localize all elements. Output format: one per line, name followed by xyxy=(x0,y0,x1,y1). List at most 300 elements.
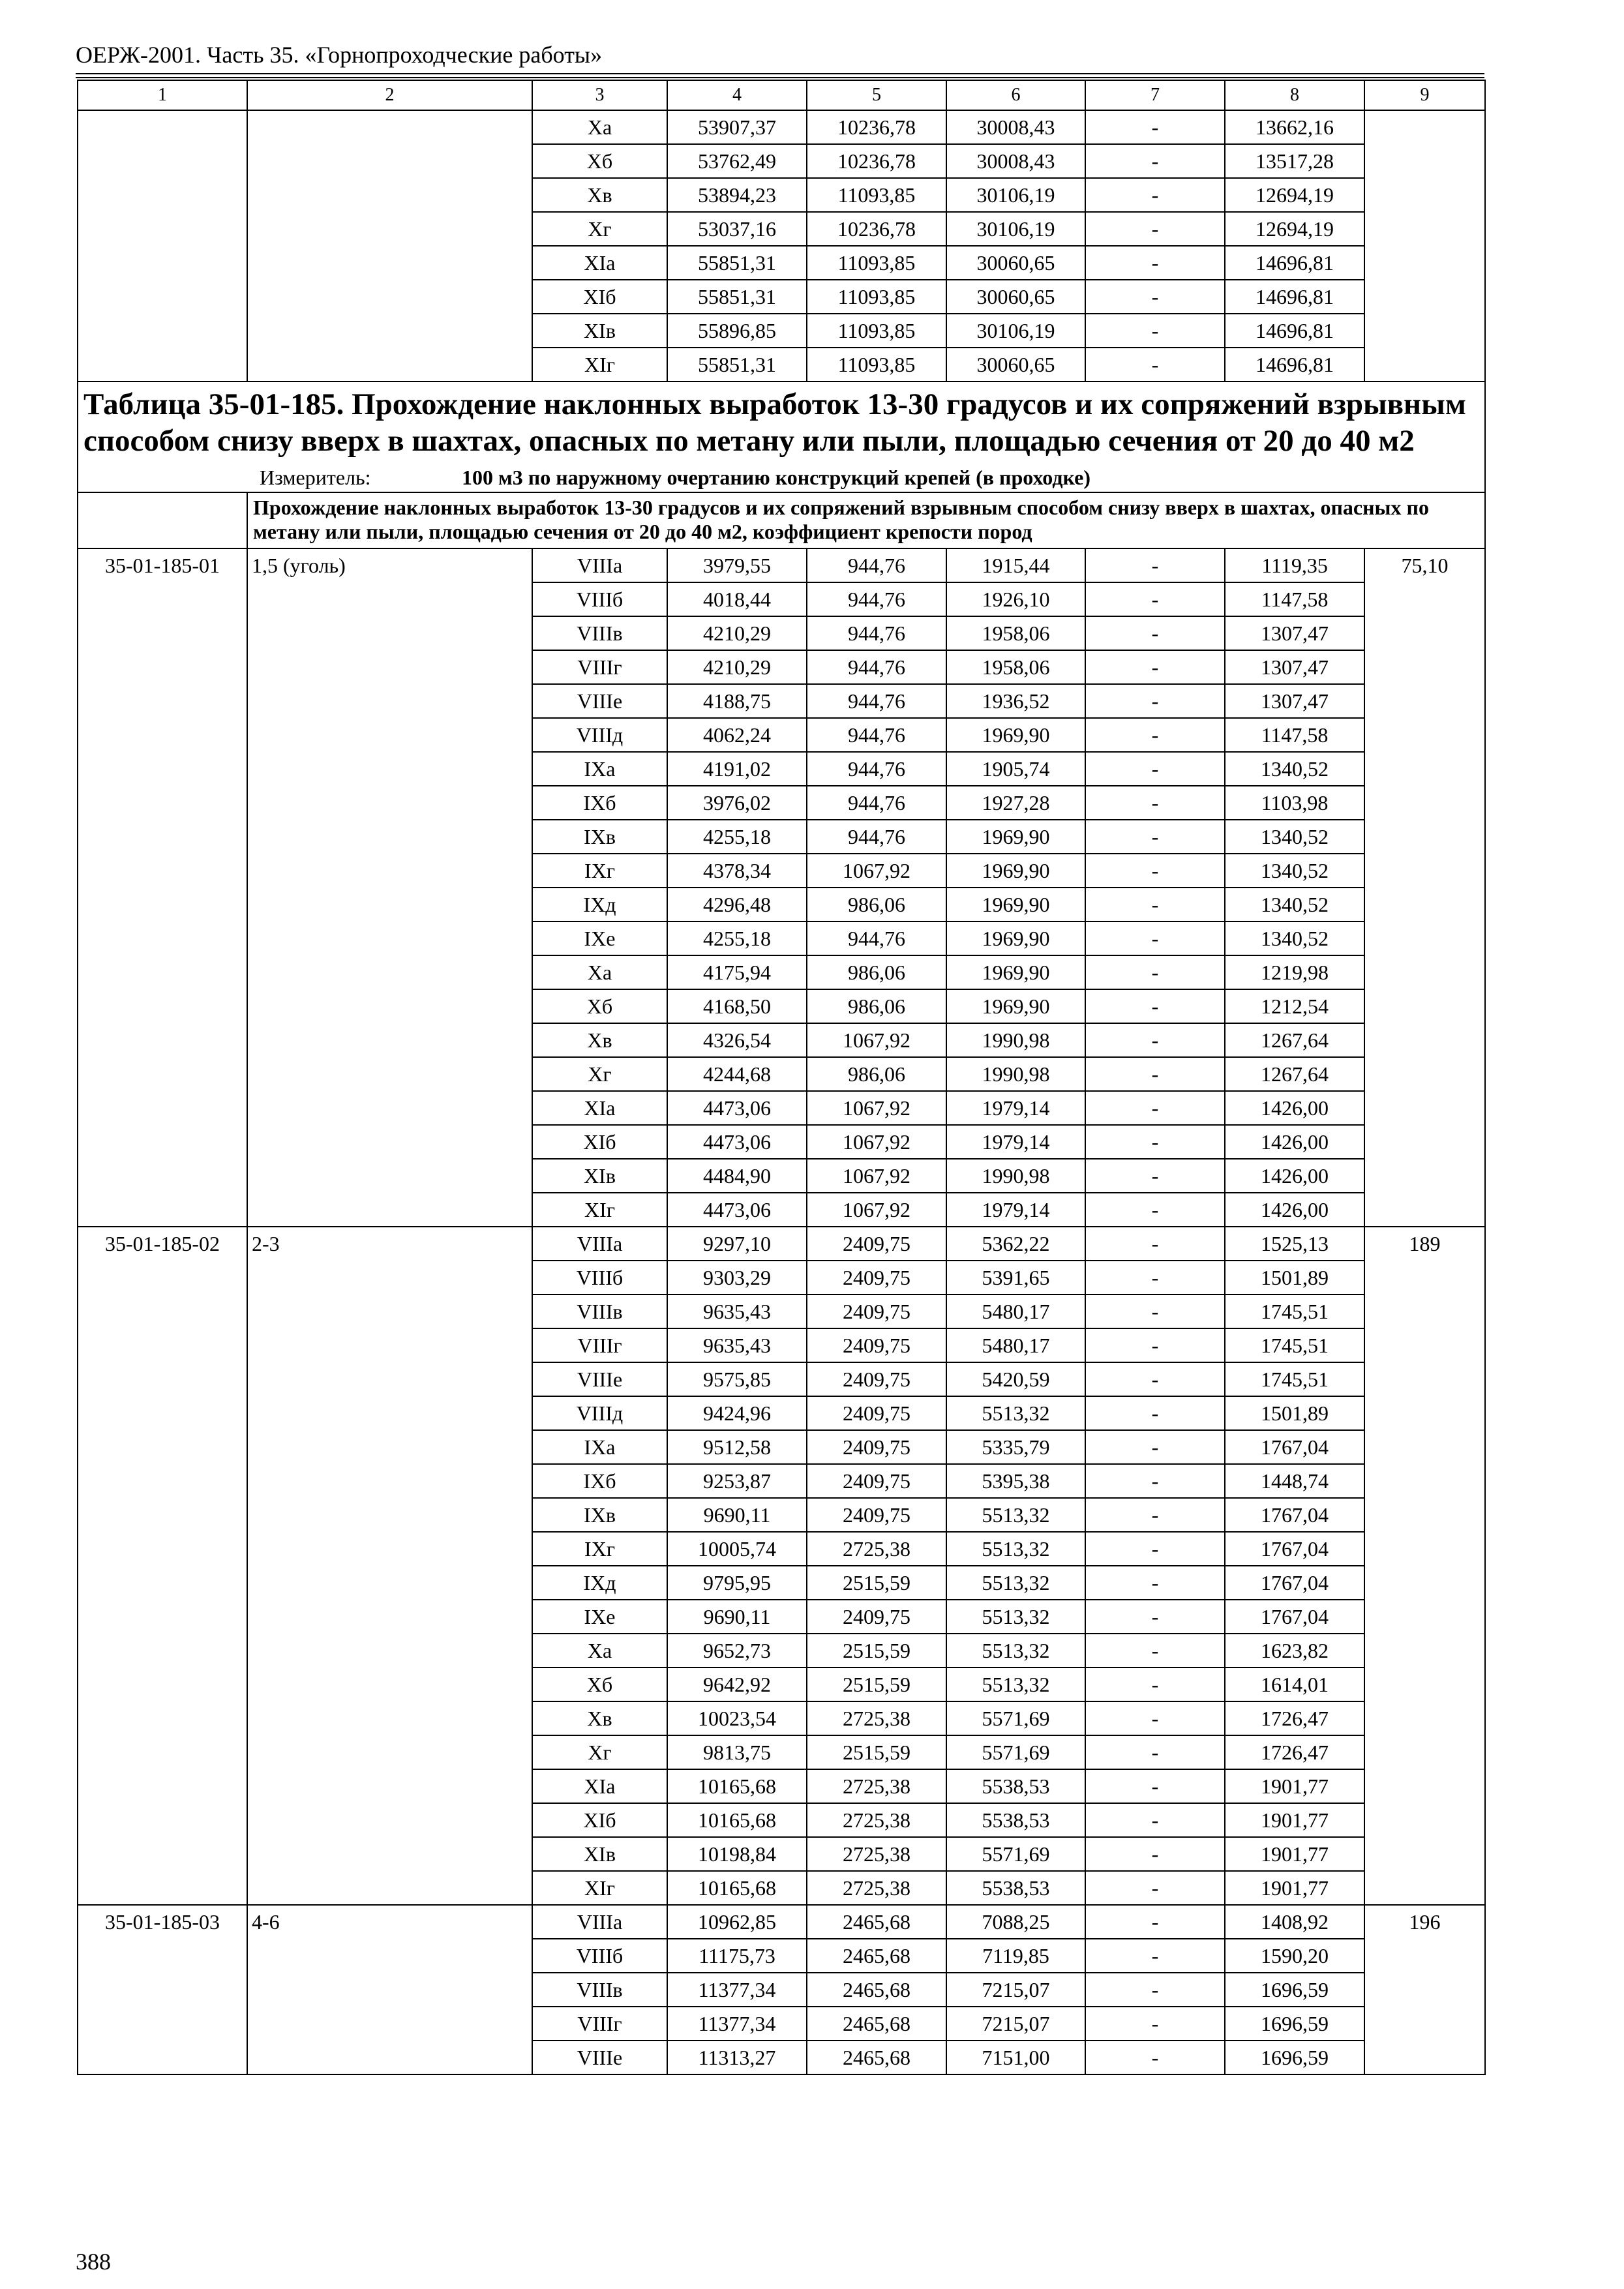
materials-cost-cell: 1340,52 xyxy=(1225,888,1364,921)
operator-wage-cell: - xyxy=(1085,2007,1225,2041)
operator-wage-cell: - xyxy=(1085,1396,1225,1430)
column-number-cell: 5 xyxy=(807,80,946,110)
labor-cost-cell: 986,06 xyxy=(807,888,946,921)
rates-table xyxy=(77,80,1486,2075)
labor-cost-cell: 2409,75 xyxy=(807,1227,946,1261)
operator-wage-cell: - xyxy=(1085,2041,1225,2074)
machine-cost-cell: 1969,90 xyxy=(946,820,1085,854)
total-cost-cell: 53907,37 xyxy=(667,110,807,144)
total-cost-cell: 4484,90 xyxy=(667,1159,807,1193)
labor-cost-cell: 2465,68 xyxy=(807,1973,946,2007)
machine-cost-cell: 7088,25 xyxy=(946,1905,1085,1939)
total-cost-cell: 4378,34 xyxy=(667,854,807,888)
section-cell: VIIIд xyxy=(532,1396,667,1430)
labor-cost-cell: 944,76 xyxy=(807,921,946,955)
labor-cost-cell: 2409,75 xyxy=(807,1396,946,1430)
total-cost-cell: 55851,31 xyxy=(667,246,807,280)
total-cost-cell: 4296,48 xyxy=(667,888,807,921)
machine-cost-cell: 7215,07 xyxy=(946,2007,1085,2041)
total-cost-cell: 9635,43 xyxy=(667,1294,807,1328)
section-cell: XIг xyxy=(532,1193,667,1227)
operator-wage-cell: - xyxy=(1085,1701,1225,1735)
machine-cost-cell: 1979,14 xyxy=(946,1193,1085,1227)
operator-wage-cell: - xyxy=(1085,854,1225,888)
machine-cost-cell: 1926,10 xyxy=(946,582,1085,616)
total-cost-cell: 4326,54 xyxy=(667,1023,807,1057)
materials-cost-cell: 1501,89 xyxy=(1225,1261,1364,1294)
total-cost-cell: 4210,29 xyxy=(667,616,807,650)
total-cost-cell: 4018,44 xyxy=(667,582,807,616)
column-number-cell: 8 xyxy=(1225,80,1364,110)
materials-cost-cell: 1219,98 xyxy=(1225,955,1364,989)
total-cost-cell: 4255,18 xyxy=(667,820,807,854)
materials-cost-cell: 1901,77 xyxy=(1225,1837,1364,1871)
machine-cost-cell: 1905,74 xyxy=(946,752,1085,786)
materials-cost-cell: 1307,47 xyxy=(1225,684,1364,718)
labor-cost-cell: 944,76 xyxy=(807,582,946,616)
labor-cost-cell: 944,76 xyxy=(807,752,946,786)
column-number-cell: 4 xyxy=(667,80,807,110)
column-number-cell: 7 xyxy=(1085,80,1225,110)
labor-cost-cell: 11093,85 xyxy=(807,246,946,280)
materials-cost-cell: 1726,47 xyxy=(1225,1735,1364,1769)
operator-wage-cell: - xyxy=(1085,1634,1225,1668)
total-cost-cell: 9297,10 xyxy=(667,1227,807,1261)
materials-cost-cell: 1525,13 xyxy=(1225,1227,1364,1261)
operator-wage-cell: - xyxy=(1085,212,1225,246)
materials-cost-cell: 1426,00 xyxy=(1225,1159,1364,1193)
operator-wage-cell: - xyxy=(1085,548,1225,582)
materials-cost-cell: 1147,58 xyxy=(1225,582,1364,616)
machine-cost-cell: 1927,28 xyxy=(946,786,1085,820)
table-row xyxy=(78,548,1485,582)
total-cost-cell: 4473,06 xyxy=(667,1125,807,1159)
machine-cost-cell: 30060,65 xyxy=(946,246,1085,280)
labor-cost-cell: 944,76 xyxy=(807,650,946,684)
operator-wage-cell: - xyxy=(1085,144,1225,178)
continuation-code-cell xyxy=(78,110,247,382)
materials-cost-cell: 13662,16 xyxy=(1225,110,1364,144)
section-cell: Xв xyxy=(532,1023,667,1057)
labor-cost-cell: 2409,75 xyxy=(807,1294,946,1328)
machine-cost-cell: 5335,79 xyxy=(946,1430,1085,1464)
subheading-row xyxy=(78,492,1485,548)
machine-cost-cell: 7151,00 xyxy=(946,2041,1085,2074)
machine-cost-cell: 1969,90 xyxy=(946,921,1085,955)
materials-cost-cell: 1340,52 xyxy=(1225,854,1364,888)
factor-cell: 75,10 xyxy=(1364,548,1485,1227)
section-cell: IXa xyxy=(532,752,667,786)
section-cell: XIб xyxy=(532,1125,667,1159)
operator-wage-cell: - xyxy=(1085,616,1225,650)
machine-cost-cell: 1990,98 xyxy=(946,1023,1085,1057)
machine-cost-cell: 1969,90 xyxy=(946,854,1085,888)
machine-cost-cell: 1969,90 xyxy=(946,888,1085,921)
materials-cost-cell: 1901,77 xyxy=(1225,1871,1364,1905)
materials-cost-cell: 1340,52 xyxy=(1225,820,1364,854)
column-number-cell: 6 xyxy=(946,80,1085,110)
section-cell: IXв xyxy=(532,1498,667,1532)
materials-cost-cell: 1307,47 xyxy=(1225,650,1364,684)
materials-cost-cell: 1590,20 xyxy=(1225,1939,1364,1973)
total-cost-cell: 53894,23 xyxy=(667,178,807,212)
total-cost-cell: 11377,34 xyxy=(667,2007,807,2041)
section-cell: VIIIв xyxy=(532,1973,667,2007)
materials-cost-cell: 1745,51 xyxy=(1225,1328,1364,1362)
labor-cost-cell: 944,76 xyxy=(807,616,946,650)
section-cell: XIг xyxy=(532,348,667,382)
operator-wage-cell: - xyxy=(1085,178,1225,212)
section-cell: VIIIб xyxy=(532,1939,667,1973)
labor-cost-cell: 2409,75 xyxy=(807,1261,946,1294)
materials-cost-cell: 1745,51 xyxy=(1225,1294,1364,1328)
machine-cost-cell: 5538,53 xyxy=(946,1769,1085,1803)
labor-cost-cell: 2725,38 xyxy=(807,1769,946,1803)
machine-cost-cell: 1915,44 xyxy=(946,548,1085,582)
machine-cost-cell: 1969,90 xyxy=(946,718,1085,752)
section-cell: VIIIг xyxy=(532,650,667,684)
machine-cost-cell: 5571,69 xyxy=(946,1735,1085,1769)
materials-cost-cell: 1767,04 xyxy=(1225,1566,1364,1600)
section-cell: VIIIa xyxy=(532,548,667,582)
operator-wage-cell: - xyxy=(1085,1193,1225,1227)
operator-wage-cell: - xyxy=(1085,1769,1225,1803)
total-cost-cell: 4473,06 xyxy=(667,1091,807,1125)
operator-wage-cell: - xyxy=(1085,1261,1225,1294)
operator-wage-cell: - xyxy=(1085,1871,1225,1905)
materials-cost-cell: 14696,81 xyxy=(1225,348,1364,382)
total-cost-cell: 3979,55 xyxy=(667,548,807,582)
machine-cost-cell: 5395,38 xyxy=(946,1464,1085,1498)
total-cost-cell: 10165,68 xyxy=(667,1803,807,1837)
column-numbers-row xyxy=(78,80,1485,110)
materials-cost-cell: 1726,47 xyxy=(1225,1701,1364,1735)
machine-cost-cell: 1979,14 xyxy=(946,1125,1085,1159)
materials-cost-cell: 1307,47 xyxy=(1225,616,1364,650)
machine-cost-cell: 30008,43 xyxy=(946,110,1085,144)
section-cell: VIIIe xyxy=(532,684,667,718)
materials-cost-cell: 1696,59 xyxy=(1225,2041,1364,2074)
section-cell: XIб xyxy=(532,1803,667,1837)
machine-cost-cell: 5513,32 xyxy=(946,1600,1085,1634)
section-cell: IXд xyxy=(532,1566,667,1600)
materials-cost-cell: 1340,52 xyxy=(1225,752,1364,786)
total-cost-cell: 11377,34 xyxy=(667,1973,807,2007)
operator-wage-cell: - xyxy=(1085,1023,1225,1057)
labor-cost-cell: 1067,92 xyxy=(807,1159,946,1193)
total-cost-cell: 9813,75 xyxy=(667,1735,807,1769)
total-cost-cell: 10165,68 xyxy=(667,1769,807,1803)
total-cost-cell: 53762,49 xyxy=(667,144,807,178)
materials-cost-cell: 1696,59 xyxy=(1225,2007,1364,2041)
total-cost-cell: 10023,54 xyxy=(667,1701,807,1735)
labor-cost-cell: 2515,59 xyxy=(807,1735,946,1769)
labor-cost-cell: 944,76 xyxy=(807,786,946,820)
machine-cost-cell: 1979,14 xyxy=(946,1091,1085,1125)
section-cell: VIIIв xyxy=(532,1294,667,1328)
total-cost-cell: 9303,29 xyxy=(667,1261,807,1294)
section-cell: XIб xyxy=(532,280,667,314)
total-cost-cell: 11175,73 xyxy=(667,1939,807,1973)
materials-cost-cell: 1767,04 xyxy=(1225,1430,1364,1464)
materials-cost-cell: 12694,19 xyxy=(1225,178,1364,212)
operator-wage-cell: - xyxy=(1085,1328,1225,1362)
materials-cost-cell: 1426,00 xyxy=(1225,1193,1364,1227)
header-rule-bottom xyxy=(76,77,1484,78)
machine-cost-cell: 1936,52 xyxy=(946,684,1085,718)
total-cost-cell: 9575,85 xyxy=(667,1362,807,1396)
section-cell: VIIIг xyxy=(532,2007,667,2041)
operator-wage-cell: - xyxy=(1085,1057,1225,1091)
operator-wage-cell: - xyxy=(1085,110,1225,144)
operator-wage-cell: - xyxy=(1085,1973,1225,2007)
operator-wage-cell: - xyxy=(1085,820,1225,854)
page-header-title: ОЕРЖ-2001. Часть 35. «Горнопроходческие работы» xyxy=(76,42,603,68)
operator-wage-cell: - xyxy=(1085,1735,1225,1769)
section-cell: XIa xyxy=(532,1769,667,1803)
operator-wage-cell: - xyxy=(1085,650,1225,684)
machine-cost-cell: 1958,06 xyxy=(946,616,1085,650)
materials-cost-cell: 14696,81 xyxy=(1225,280,1364,314)
labor-cost-cell: 2725,38 xyxy=(807,1532,946,1566)
operator-wage-cell: - xyxy=(1085,1939,1225,1973)
machine-cost-cell: 1990,98 xyxy=(946,1057,1085,1091)
labor-cost-cell: 2515,59 xyxy=(807,1634,946,1668)
machine-cost-cell: 5513,32 xyxy=(946,1668,1085,1701)
materials-cost-cell: 1408,92 xyxy=(1225,1905,1364,1939)
labor-cost-cell: 2465,68 xyxy=(807,1905,946,1939)
labor-cost-cell: 2725,38 xyxy=(807,1837,946,1871)
section-cell: VIIIe xyxy=(532,2041,667,2074)
machine-cost-cell: 5420,59 xyxy=(946,1362,1085,1396)
total-cost-cell: 4188,75 xyxy=(667,684,807,718)
machine-cost-cell: 5513,32 xyxy=(946,1396,1085,1430)
labor-cost-cell: 944,76 xyxy=(807,684,946,718)
machine-cost-cell: 5513,32 xyxy=(946,1634,1085,1668)
machine-cost-cell: 5480,17 xyxy=(946,1328,1085,1362)
total-cost-cell: 4062,24 xyxy=(667,718,807,752)
operator-wage-cell: - xyxy=(1085,786,1225,820)
materials-cost-cell: 1767,04 xyxy=(1225,1498,1364,1532)
section-cell: XIa xyxy=(532,246,667,280)
meter-row xyxy=(83,466,1479,489)
operator-wage-cell: - xyxy=(1085,1227,1225,1261)
operator-wage-cell: - xyxy=(1085,280,1225,314)
total-cost-cell: 53037,16 xyxy=(667,212,807,246)
total-cost-cell: 10198,84 xyxy=(667,1837,807,1871)
section-cell: XIв xyxy=(532,1159,667,1193)
materials-cost-cell: 1448,74 xyxy=(1225,1464,1364,1498)
labor-cost-cell: 944,76 xyxy=(807,820,946,854)
machine-cost-cell: 5538,53 xyxy=(946,1871,1085,1905)
labor-cost-cell: 2515,59 xyxy=(807,1566,946,1600)
labor-cost-cell: 10236,78 xyxy=(807,144,946,178)
labor-cost-cell: 1067,92 xyxy=(807,1125,946,1159)
section-cell: Xв xyxy=(532,1701,667,1735)
total-cost-cell: 10165,68 xyxy=(667,1871,807,1905)
machine-cost-cell: 5538,53 xyxy=(946,1803,1085,1837)
labor-cost-cell: 1067,92 xyxy=(807,1091,946,1125)
labor-cost-cell: 986,06 xyxy=(807,1057,946,1091)
section-cell: VIIIa xyxy=(532,1227,667,1261)
total-cost-cell: 55851,31 xyxy=(667,280,807,314)
section-cell: IXд xyxy=(532,888,667,921)
operator-wage-cell: - xyxy=(1085,1464,1225,1498)
machine-cost-cell: 30008,43 xyxy=(946,144,1085,178)
materials-cost-cell: 1696,59 xyxy=(1225,1973,1364,2007)
section-cell: XIa xyxy=(532,1091,667,1125)
labor-cost-cell: 2409,75 xyxy=(807,1498,946,1532)
section-cell: VIIIг xyxy=(532,1328,667,1362)
factor-cell: 189 xyxy=(1364,1227,1485,1905)
materials-cost-cell: 1103,98 xyxy=(1225,786,1364,820)
labor-cost-cell: 2465,68 xyxy=(807,2007,946,2041)
machine-cost-cell: 30060,65 xyxy=(946,280,1085,314)
rock-hardness-cell: 1,5 (уголь) xyxy=(247,548,532,1227)
continuation-factor-cell xyxy=(1364,110,1485,382)
machine-cost-cell: 1969,90 xyxy=(946,955,1085,989)
labor-cost-cell: 11093,85 xyxy=(807,280,946,314)
materials-cost-cell: 1340,52 xyxy=(1225,921,1364,955)
column-number-cell: 1 xyxy=(78,80,247,110)
rock-hardness-cell: 2-3 xyxy=(247,1227,532,1905)
total-cost-cell: 11313,27 xyxy=(667,2041,807,2074)
section-cell: Xa xyxy=(532,955,667,989)
section-cell: IXг xyxy=(532,1532,667,1566)
total-cost-cell: 9690,11 xyxy=(667,1600,807,1634)
materials-cost-cell: 14696,81 xyxy=(1225,246,1364,280)
materials-cost-cell: 14696,81 xyxy=(1225,314,1364,348)
materials-cost-cell: 1623,82 xyxy=(1225,1634,1364,1668)
labor-cost-cell: 11093,85 xyxy=(807,314,946,348)
materials-cost-cell: 1767,04 xyxy=(1225,1600,1364,1634)
operator-wage-cell: - xyxy=(1085,1532,1225,1566)
rock-hardness-cell: 4-6 xyxy=(247,1905,532,2074)
operator-wage-cell: - xyxy=(1085,1159,1225,1193)
labor-cost-cell: 944,76 xyxy=(807,548,946,582)
materials-cost-cell: 1901,77 xyxy=(1225,1803,1364,1837)
labor-cost-cell: 2409,75 xyxy=(807,1600,946,1634)
materials-cost-cell: 1267,64 xyxy=(1225,1057,1364,1091)
total-cost-cell: 4255,18 xyxy=(667,921,807,955)
labor-cost-cell: 944,76 xyxy=(807,718,946,752)
total-cost-cell: 10962,85 xyxy=(667,1905,807,1939)
labor-cost-cell: 2515,59 xyxy=(807,1668,946,1701)
materials-cost-cell: 1614,01 xyxy=(1225,1668,1364,1701)
table-row xyxy=(78,1227,1485,1261)
total-cost-cell: 9635,43 xyxy=(667,1328,807,1362)
materials-cost-cell: 1901,77 xyxy=(1225,1769,1364,1803)
labor-cost-cell: 2409,75 xyxy=(807,1430,946,1464)
machine-cost-cell: 30060,65 xyxy=(946,348,1085,382)
operator-wage-cell: - xyxy=(1085,1294,1225,1328)
subheading-blank-cell xyxy=(78,492,247,548)
table-caption-title: Таблица 35-01-185. Прохождение наклонных выработок 13-30 градусов и их сопряжений взрывным способом снизу вверх в шахтах, опасных по метану или пыли, площадью сечения от 20 до 40 м2 xyxy=(83,387,1466,458)
operator-wage-cell: - xyxy=(1085,921,1225,955)
labor-cost-cell: 2725,38 xyxy=(807,1871,946,1905)
operator-wage-cell: - xyxy=(1085,1430,1225,1464)
operator-wage-cell: - xyxy=(1085,752,1225,786)
materials-cost-cell: 1212,54 xyxy=(1225,989,1364,1023)
section-cell: Xб xyxy=(532,1668,667,1701)
labor-cost-cell: 11093,85 xyxy=(807,178,946,212)
meter-label: Измеритель: xyxy=(260,466,371,489)
operator-wage-cell: - xyxy=(1085,1362,1225,1396)
operator-wage-cell: - xyxy=(1085,314,1225,348)
machine-cost-cell: 1990,98 xyxy=(946,1159,1085,1193)
section-cell: VIIIe xyxy=(532,1362,667,1396)
operator-wage-cell: - xyxy=(1085,955,1225,989)
operator-wage-cell: - xyxy=(1085,718,1225,752)
labor-cost-cell: 10236,78 xyxy=(807,212,946,246)
section-cell: Xб xyxy=(532,144,667,178)
section-cell: Xa xyxy=(532,1634,667,1668)
section-cell: IXг xyxy=(532,854,667,888)
section-cell: VIIIб xyxy=(532,1261,667,1294)
column-number-cell: 9 xyxy=(1364,80,1485,110)
subheading-text: Прохождение наклонных выработок 13-30 градусов и их сопряжений взрывным способом снизу вверх в шахтах, опасных по метану или пыли, площадью сечения от 20 до 40 м2, коэффициент крепости пород xyxy=(253,496,1429,543)
materials-cost-cell: 1501,89 xyxy=(1225,1396,1364,1430)
machine-cost-cell: 5513,32 xyxy=(946,1498,1085,1532)
operator-wage-cell: - xyxy=(1085,888,1225,921)
section-cell: VIIIб xyxy=(532,582,667,616)
operator-wage-cell: - xyxy=(1085,1600,1225,1634)
total-cost-cell: 4473,06 xyxy=(667,1193,807,1227)
section-cell: VIIIд xyxy=(532,718,667,752)
labor-cost-cell: 10236,78 xyxy=(807,110,946,144)
continuation-rock-cell xyxy=(247,110,532,382)
machine-cost-cell: 5513,32 xyxy=(946,1532,1085,1566)
operator-wage-cell: - xyxy=(1085,1905,1225,1939)
machine-cost-cell: 1969,90 xyxy=(946,989,1085,1023)
section-cell: XIв xyxy=(532,1837,667,1871)
total-cost-cell: 3976,02 xyxy=(667,786,807,820)
labor-cost-cell: 2409,75 xyxy=(807,1328,946,1362)
total-cost-cell: 9642,92 xyxy=(667,1668,807,1701)
section-cell: IXe xyxy=(532,921,667,955)
table-row xyxy=(78,110,1485,144)
section-cell: XIв xyxy=(532,314,667,348)
labor-cost-cell: 1067,92 xyxy=(807,1023,946,1057)
column-number-cell: 2 xyxy=(247,80,532,110)
materials-cost-cell: 1147,58 xyxy=(1225,718,1364,752)
labor-cost-cell: 2725,38 xyxy=(807,1701,946,1735)
operator-wage-cell: - xyxy=(1085,1125,1225,1159)
rate-code-cell: 35-01-185-03 xyxy=(78,1905,247,2074)
operator-wage-cell: - xyxy=(1085,348,1225,382)
total-cost-cell: 55896,85 xyxy=(667,314,807,348)
factor-cell: 196 xyxy=(1364,1905,1485,2074)
labor-cost-cell: 1067,92 xyxy=(807,854,946,888)
materials-cost-cell: 13517,28 xyxy=(1225,144,1364,178)
operator-wage-cell: - xyxy=(1085,1566,1225,1600)
section-cell: IXa xyxy=(532,1430,667,1464)
section-cell: IXe xyxy=(532,1600,667,1634)
machine-cost-cell: 5480,17 xyxy=(946,1294,1085,1328)
column-number-cell: 3 xyxy=(532,80,667,110)
table-row xyxy=(78,1905,1485,1939)
section-cell: VIIIв xyxy=(532,616,667,650)
rate-code-cell: 35-01-185-02 xyxy=(78,1227,247,1905)
total-cost-cell: 55851,31 xyxy=(667,348,807,382)
labor-cost-cell: 1067,92 xyxy=(807,1193,946,1227)
materials-cost-cell: 12694,19 xyxy=(1225,212,1364,246)
machine-cost-cell: 30106,19 xyxy=(946,212,1085,246)
section-cell: IXб xyxy=(532,1464,667,1498)
total-cost-cell: 9424,96 xyxy=(667,1396,807,1430)
operator-wage-cell: - xyxy=(1085,1668,1225,1701)
machine-cost-cell: 5362,22 xyxy=(946,1227,1085,1261)
